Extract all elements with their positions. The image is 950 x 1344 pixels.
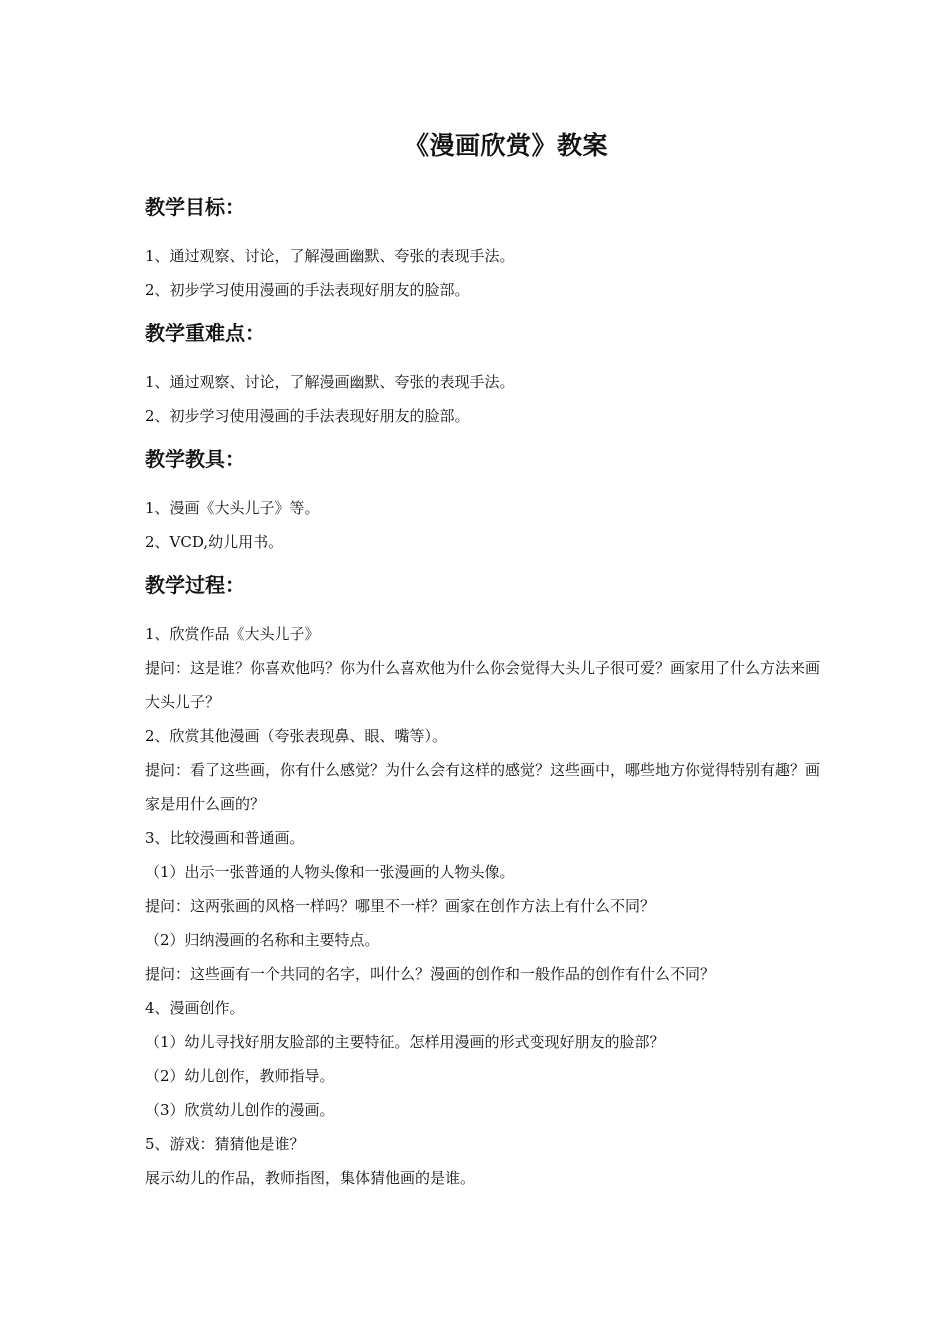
section-heading: 教学过程： <box>145 573 245 597</box>
paragraph: 2、欣赏其他漫画（夸张表现鼻、眼、嘴等）。 <box>145 727 448 745</box>
paragraph: 2、初步学习使用漫画的手法表现好朋友的脸部。 <box>145 407 470 425</box>
paragraph: 1、通过观察、讨论，了解漫画幽默、夸张的表现手法。 <box>145 247 515 265</box>
paragraph: 2、初步学习使用漫画的手法表现好朋友的脸部。 <box>145 281 470 299</box>
section-process <box>145 570 825 1195</box>
document-body <box>145 192 825 1195</box>
section-materials <box>145 444 825 559</box>
section-goals <box>145 192 825 307</box>
paragraph: 1、漫画《大头儿子》等。 <box>145 499 320 517</box>
paragraph: （1）出示一张普通的人物头像和一张漫画的人物头像。 <box>145 863 515 881</box>
paragraph: 2、VCD,幼儿用书。 <box>145 533 284 551</box>
paragraph: 1、通过观察、讨论，了解漫画幽默、夸张的表现手法。 <box>145 373 515 391</box>
paragraph: （1）幼儿寻找好朋友脸部的主要特征。怎样用漫画的形式变现好朋友的脸部？ <box>145 1033 665 1051</box>
section-heading: 教学教具： <box>145 447 245 471</box>
paragraph: 1、欣赏作品《大头儿子》 <box>145 625 320 643</box>
section-difficulties <box>145 318 825 433</box>
paragraph: 提问：这两张画的风格一样吗？哪里不一样？画家在创作方法上有什么不同？ <box>145 897 656 915</box>
paragraph: 提问：这些画有一个共同的名字，叫什么？漫画的创作和一般作品的创作有什么不同？ <box>145 965 716 983</box>
paragraph: 5、游戏：猜猜他是谁？ <box>145 1135 305 1153</box>
paragraph: 展示幼儿的作品，教师指图，集体猜他画的是谁。 <box>145 1169 476 1187</box>
paragraph: （3）欣赏幼儿创作的漫画。 <box>145 1101 335 1119</box>
paragraph: 提问：看了这些画，你有什么感觉？为什么会有这样的感觉？这些画中，哪些地方你觉得特别有趣？画家是用什么画的？ <box>145 761 821 813</box>
section-heading: 教学重难点： <box>145 321 265 345</box>
paragraph: 3、比较漫画和普通画。 <box>145 829 305 847</box>
paragraph: （2）归纳漫画的名称和主要特点。 <box>145 931 380 949</box>
paragraph: 提问：这是谁？你喜欢他吗？你为什么喜欢他为什么你会觉得大头儿子很可爱？画家用了什么方法来画大头儿子？ <box>145 659 821 711</box>
paragraph: （2）幼儿创作，教师指导。 <box>145 1067 335 1085</box>
section-heading: 教学目标： <box>145 195 245 219</box>
document-title: 《漫画欣赏》教案 <box>403 131 608 160</box>
paragraph: 4、漫画创作。 <box>145 999 245 1017</box>
